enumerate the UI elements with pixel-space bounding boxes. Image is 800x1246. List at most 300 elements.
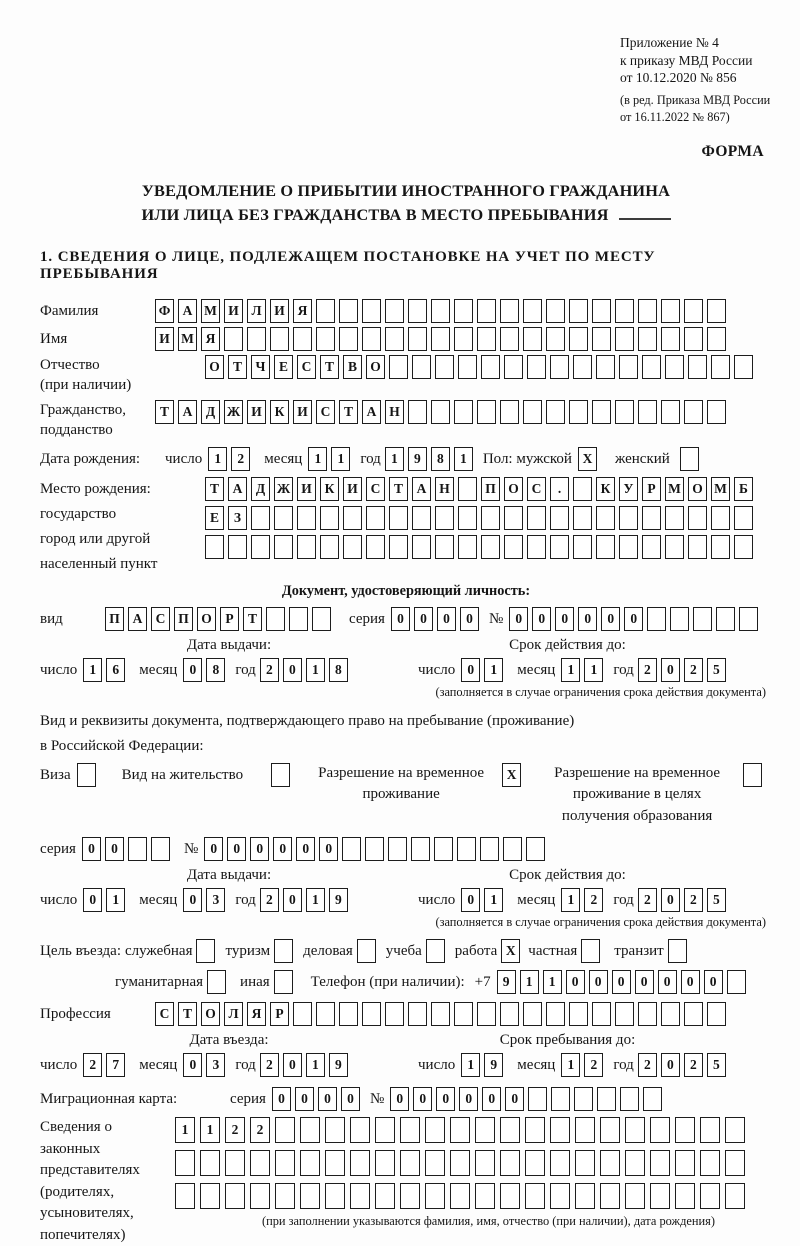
char-box[interactable]: Р	[220, 607, 239, 631]
char-box[interactable]	[343, 535, 362, 559]
char-box[interactable]	[527, 535, 546, 559]
char-box[interactable]	[569, 327, 588, 351]
char-box[interactable]: 1	[584, 658, 603, 682]
char-box[interactable]: 0	[318, 1087, 337, 1111]
char-box[interactable]	[454, 299, 473, 323]
char-box[interactable]	[573, 355, 592, 379]
char-box[interactable]	[297, 535, 316, 559]
char-box[interactable]	[569, 400, 588, 424]
char-box[interactable]	[275, 1117, 295, 1143]
char-box[interactable]	[596, 355, 615, 379]
char-box[interactable]	[688, 506, 707, 530]
char-box[interactable]: 0	[635, 970, 654, 994]
char-box[interactable]	[700, 1150, 720, 1176]
char-box[interactable]	[400, 1150, 420, 1176]
char-box[interactable]	[270, 327, 289, 351]
char-box[interactable]: 0	[681, 970, 700, 994]
char-box[interactable]: М	[711, 477, 730, 501]
char-box[interactable]	[481, 506, 500, 530]
char-box[interactable]	[700, 1117, 720, 1143]
char-box[interactable]: 1	[306, 658, 325, 682]
char-box[interactable]	[546, 400, 565, 424]
char-box[interactable]: 0	[272, 1087, 291, 1111]
char-box[interactable]	[688, 355, 707, 379]
char-box[interactable]: 2	[83, 1053, 102, 1077]
char-box[interactable]: 2	[225, 1117, 245, 1143]
char-box[interactable]	[458, 535, 477, 559]
char-box[interactable]	[665, 355, 684, 379]
char-box[interactable]	[526, 837, 545, 861]
char-box[interactable]: Т	[205, 477, 224, 501]
char-box[interactable]	[320, 506, 339, 530]
char-box[interactable]	[615, 299, 634, 323]
char-box[interactable]	[581, 939, 600, 963]
char-box[interactable]	[647, 607, 666, 631]
char-box[interactable]	[271, 763, 290, 787]
char-box[interactable]: О	[197, 607, 216, 631]
char-box[interactable]	[665, 535, 684, 559]
char-box[interactable]	[480, 837, 499, 861]
char-box[interactable]	[642, 535, 661, 559]
char-box[interactable]: 2	[231, 447, 250, 471]
char-box[interactable]: 0	[661, 1053, 680, 1077]
char-box[interactable]: К	[596, 477, 615, 501]
char-box[interactable]	[481, 355, 500, 379]
char-box[interactable]: 1	[208, 447, 227, 471]
char-box[interactable]: 9	[497, 970, 516, 994]
char-box[interactable]	[693, 607, 712, 631]
char-box[interactable]: 1	[561, 658, 580, 682]
char-box[interactable]	[293, 327, 312, 351]
char-box[interactable]	[550, 535, 569, 559]
char-box[interactable]: П	[481, 477, 500, 501]
char-box[interactable]: 0	[390, 1087, 409, 1111]
char-box[interactable]	[500, 400, 519, 424]
char-box[interactable]	[300, 1150, 320, 1176]
char-box[interactable]	[475, 1117, 495, 1143]
char-box[interactable]	[600, 1150, 620, 1176]
char-box[interactable]	[500, 327, 519, 351]
char-box[interactable]: Н	[385, 400, 404, 424]
char-box[interactable]	[638, 327, 657, 351]
char-box[interactable]	[339, 327, 358, 351]
char-box[interactable]: 0	[273, 837, 292, 861]
char-box[interactable]	[357, 939, 376, 963]
char-box[interactable]: А	[362, 400, 381, 424]
char-box[interactable]: 9	[408, 447, 427, 471]
char-box[interactable]: З	[228, 506, 247, 530]
char-box[interactable]	[225, 1183, 245, 1209]
char-box[interactable]	[638, 299, 657, 323]
char-box[interactable]	[573, 477, 592, 501]
char-box[interactable]	[638, 400, 657, 424]
char-box[interactable]	[450, 1150, 470, 1176]
char-box[interactable]: Т	[389, 477, 408, 501]
char-box[interactable]	[431, 400, 450, 424]
char-box[interactable]	[225, 1150, 245, 1176]
char-box[interactable]: 1	[561, 888, 580, 912]
char-box[interactable]	[274, 939, 293, 963]
char-box[interactable]	[615, 327, 634, 351]
char-box[interactable]: Р	[642, 477, 661, 501]
char-box[interactable]	[500, 1150, 520, 1176]
char-box[interactable]	[200, 1183, 220, 1209]
char-box[interactable]: 0	[283, 658, 302, 682]
char-box[interactable]	[550, 1183, 570, 1209]
char-box[interactable]: 0	[105, 837, 124, 861]
char-box[interactable]	[458, 477, 477, 501]
char-box[interactable]	[316, 327, 335, 351]
char-box[interactable]	[523, 299, 542, 323]
char-box[interactable]: Т	[155, 400, 174, 424]
char-box[interactable]	[339, 299, 358, 323]
char-box[interactable]	[661, 1002, 680, 1026]
char-box[interactable]: И	[224, 299, 243, 323]
char-box[interactable]	[700, 1183, 720, 1209]
char-box[interactable]	[527, 506, 546, 530]
char-box[interactable]	[675, 1117, 695, 1143]
char-box[interactable]: Ф	[155, 299, 174, 323]
char-box[interactable]: 1	[306, 1053, 325, 1077]
char-box[interactable]	[481, 535, 500, 559]
char-box[interactable]	[619, 506, 638, 530]
char-box[interactable]	[289, 607, 308, 631]
char-box[interactable]: 8	[431, 447, 450, 471]
char-box[interactable]	[569, 1002, 588, 1026]
char-box[interactable]	[251, 506, 270, 530]
char-box[interactable]	[670, 607, 689, 631]
char-box[interactable]: 1	[306, 888, 325, 912]
char-box[interactable]	[77, 763, 96, 787]
char-box[interactable]: 9	[329, 1053, 348, 1077]
char-box[interactable]: 0	[612, 970, 631, 994]
char-box[interactable]	[527, 355, 546, 379]
char-box[interactable]	[293, 1002, 312, 1026]
char-box[interactable]	[275, 1183, 295, 1209]
char-box[interactable]	[412, 535, 431, 559]
char-box[interactable]: 0	[509, 607, 528, 631]
char-box[interactable]: 0	[183, 888, 202, 912]
char-box[interactable]	[716, 607, 735, 631]
char-box[interactable]: 0	[183, 1053, 202, 1077]
char-box[interactable]	[688, 535, 707, 559]
char-box[interactable]: 0	[661, 658, 680, 682]
char-box[interactable]	[228, 535, 247, 559]
char-box[interactable]	[350, 1183, 370, 1209]
char-box[interactable]	[475, 1150, 495, 1176]
char-box[interactable]: Т	[339, 400, 358, 424]
char-box[interactable]	[411, 837, 430, 861]
char-box[interactable]	[475, 1183, 495, 1209]
char-box[interactable]	[523, 1002, 542, 1026]
char-box[interactable]: 0	[283, 1053, 302, 1077]
char-box[interactable]	[504, 355, 523, 379]
char-box[interactable]	[477, 327, 496, 351]
char-box[interactable]	[680, 447, 699, 471]
char-box[interactable]	[247, 327, 266, 351]
char-box[interactable]: О	[205, 355, 224, 379]
char-box[interactable]	[477, 1002, 496, 1026]
char-box[interactable]	[250, 1183, 270, 1209]
char-box[interactable]	[550, 1117, 570, 1143]
char-box[interactable]	[200, 1150, 220, 1176]
char-box[interactable]	[388, 837, 407, 861]
char-box[interactable]: 0	[661, 888, 680, 912]
char-box[interactable]	[573, 506, 592, 530]
char-box[interactable]	[684, 400, 703, 424]
char-box[interactable]: 2	[638, 658, 657, 682]
char-box[interactable]: 0	[601, 607, 620, 631]
char-box[interactable]: Ж	[224, 400, 243, 424]
char-box[interactable]: 0	[704, 970, 723, 994]
char-box[interactable]: 7	[106, 1053, 125, 1077]
char-box[interactable]	[365, 837, 384, 861]
char-box[interactable]	[734, 355, 753, 379]
char-box[interactable]: 1	[106, 888, 125, 912]
char-box[interactable]	[592, 400, 611, 424]
char-box[interactable]	[320, 535, 339, 559]
char-box[interactable]: 1	[308, 447, 327, 471]
char-box[interactable]	[300, 1117, 320, 1143]
char-box[interactable]	[412, 355, 431, 379]
char-box[interactable]: М	[178, 327, 197, 351]
char-box[interactable]	[366, 535, 385, 559]
char-box[interactable]: 1	[454, 447, 473, 471]
char-box[interactable]: В	[343, 355, 362, 379]
char-box[interactable]	[375, 1117, 395, 1143]
char-box[interactable]	[727, 970, 746, 994]
char-box[interactable]	[707, 327, 726, 351]
char-box[interactable]: 2	[584, 888, 603, 912]
char-box[interactable]: 0	[295, 1087, 314, 1111]
char-box[interactable]: 1	[520, 970, 539, 994]
char-box[interactable]	[739, 607, 758, 631]
char-box[interactable]	[575, 1150, 595, 1176]
char-box[interactable]	[325, 1150, 345, 1176]
char-box[interactable]: Д	[201, 400, 220, 424]
char-box[interactable]	[362, 299, 381, 323]
char-box[interactable]: 0	[82, 837, 101, 861]
char-box[interactable]	[454, 327, 473, 351]
char-box[interactable]	[528, 1087, 547, 1111]
char-box[interactable]	[643, 1087, 662, 1111]
char-box[interactable]	[366, 506, 385, 530]
char-box[interactable]	[389, 535, 408, 559]
char-box[interactable]: 9	[484, 1053, 503, 1077]
char-box[interactable]	[316, 1002, 335, 1026]
char-box[interactable]: 0	[460, 607, 479, 631]
char-box[interactable]: 0	[566, 970, 585, 994]
char-box[interactable]	[425, 1183, 445, 1209]
char-box[interactable]	[408, 400, 427, 424]
char-box[interactable]: Д	[251, 477, 270, 501]
char-box[interactable]: 0	[532, 607, 551, 631]
char-box[interactable]: Ж	[274, 477, 293, 501]
char-box[interactable]	[325, 1183, 345, 1209]
char-box[interactable]	[274, 970, 293, 994]
char-box[interactable]: 5	[707, 658, 726, 682]
char-box[interactable]: 0	[204, 837, 223, 861]
char-box[interactable]: О	[688, 477, 707, 501]
char-box[interactable]	[592, 299, 611, 323]
char-box[interactable]: Т	[320, 355, 339, 379]
char-box[interactable]	[574, 1087, 593, 1111]
char-box[interactable]	[661, 299, 680, 323]
char-box[interactable]: 0	[578, 607, 597, 631]
char-box[interactable]: Р	[270, 1002, 289, 1026]
char-box[interactable]: 1	[484, 658, 503, 682]
char-box[interactable]	[389, 506, 408, 530]
char-box[interactable]: Я	[247, 1002, 266, 1026]
char-box[interactable]	[675, 1183, 695, 1209]
char-box[interactable]	[266, 607, 285, 631]
char-box[interactable]: Т	[228, 355, 247, 379]
char-box[interactable]	[375, 1183, 395, 1209]
char-box[interactable]: 1	[175, 1117, 195, 1143]
char-box[interactable]: К	[320, 477, 339, 501]
char-box[interactable]: 2	[684, 658, 703, 682]
char-box[interactable]	[504, 506, 523, 530]
char-box[interactable]	[650, 1183, 670, 1209]
char-box[interactable]	[661, 327, 680, 351]
char-box[interactable]	[408, 327, 427, 351]
char-box[interactable]	[412, 506, 431, 530]
char-box[interactable]: 0	[461, 658, 480, 682]
char-box[interactable]	[575, 1183, 595, 1209]
char-box[interactable]: Я	[201, 327, 220, 351]
char-box[interactable]	[523, 327, 542, 351]
char-box[interactable]: 6	[106, 658, 125, 682]
char-box[interactable]	[707, 299, 726, 323]
char-box[interactable]	[546, 327, 565, 351]
char-box[interactable]	[339, 1002, 358, 1026]
char-box[interactable]	[205, 535, 224, 559]
char-box[interactable]	[434, 837, 453, 861]
char-box[interactable]: 2	[684, 1053, 703, 1077]
char-box[interactable]: И	[297, 477, 316, 501]
char-box[interactable]: Я	[293, 299, 312, 323]
char-box[interactable]	[684, 299, 703, 323]
char-box[interactable]: П	[174, 607, 193, 631]
char-box[interactable]	[625, 1183, 645, 1209]
char-box[interactable]: Л	[247, 299, 266, 323]
char-box[interactable]: Е	[205, 506, 224, 530]
char-box[interactable]	[362, 1002, 381, 1026]
char-box[interactable]	[431, 299, 450, 323]
char-box[interactable]	[196, 939, 215, 963]
char-box[interactable]	[274, 535, 293, 559]
char-box[interactable]	[550, 1150, 570, 1176]
char-box[interactable]: 0	[505, 1087, 524, 1111]
char-box[interactable]: 1	[461, 1053, 480, 1077]
char-box[interactable]	[500, 1183, 520, 1209]
char-box[interactable]: 1	[200, 1117, 220, 1143]
char-box[interactable]: 8	[329, 658, 348, 682]
char-box[interactable]	[620, 1087, 639, 1111]
char-box[interactable]	[525, 1117, 545, 1143]
char-box[interactable]: X	[502, 763, 521, 787]
char-box[interactable]: С	[297, 355, 316, 379]
char-box[interactable]	[711, 535, 730, 559]
char-box[interactable]	[362, 327, 381, 351]
char-box[interactable]	[734, 535, 753, 559]
char-box[interactable]	[596, 506, 615, 530]
char-box[interactable]	[350, 1150, 370, 1176]
char-box[interactable]	[431, 1002, 450, 1026]
char-box[interactable]	[684, 1002, 703, 1026]
char-box[interactable]	[650, 1117, 670, 1143]
char-box[interactable]: 0	[283, 888, 302, 912]
char-box[interactable]: 5	[707, 1053, 726, 1077]
char-box[interactable]: А	[178, 400, 197, 424]
char-box[interactable]: 1	[331, 447, 350, 471]
char-box[interactable]	[454, 400, 473, 424]
char-box[interactable]	[385, 299, 404, 323]
char-box[interactable]	[450, 1117, 470, 1143]
char-box[interactable]: X	[501, 939, 520, 963]
char-box[interactable]: .	[550, 477, 569, 501]
char-box[interactable]	[575, 1117, 595, 1143]
char-box[interactable]: Т	[243, 607, 262, 631]
char-box[interactable]	[503, 837, 522, 861]
char-box[interactable]	[250, 1150, 270, 1176]
char-box[interactable]: Н	[435, 477, 454, 501]
char-box[interactable]	[375, 1150, 395, 1176]
char-box[interactable]	[389, 355, 408, 379]
char-box[interactable]: 0	[341, 1087, 360, 1111]
char-box[interactable]	[458, 506, 477, 530]
char-box[interactable]	[385, 327, 404, 351]
char-box[interactable]: 0	[436, 1087, 455, 1111]
char-box[interactable]: С	[316, 400, 335, 424]
char-box[interactable]	[592, 1002, 611, 1026]
char-box[interactable]: И	[155, 327, 174, 351]
char-box[interactable]: Ч	[251, 355, 270, 379]
char-box[interactable]: 2	[260, 1053, 279, 1077]
char-box[interactable]: И	[343, 477, 362, 501]
char-box[interactable]: 2	[638, 888, 657, 912]
char-box[interactable]	[151, 837, 170, 861]
char-box[interactable]	[546, 299, 565, 323]
char-box[interactable]: 2	[260, 888, 279, 912]
char-box[interactable]: 0	[296, 837, 315, 861]
char-box[interactable]	[551, 1087, 570, 1111]
char-box[interactable]	[615, 1002, 634, 1026]
char-box[interactable]: А	[128, 607, 147, 631]
char-box[interactable]: С	[527, 477, 546, 501]
char-box[interactable]: 0	[437, 607, 456, 631]
char-box[interactable]	[743, 763, 762, 787]
char-box[interactable]	[500, 1117, 520, 1143]
char-box[interactable]	[592, 327, 611, 351]
char-box[interactable]	[707, 400, 726, 424]
char-box[interactable]: X	[578, 447, 597, 471]
char-box[interactable]: И	[293, 400, 312, 424]
char-box[interactable]	[638, 1002, 657, 1026]
char-box[interactable]: 1	[83, 658, 102, 682]
char-box[interactable]: 0	[589, 970, 608, 994]
char-box[interactable]	[596, 535, 615, 559]
char-box[interactable]	[500, 299, 519, 323]
char-box[interactable]: 0	[459, 1087, 478, 1111]
char-box[interactable]: О	[366, 355, 385, 379]
char-box[interactable]	[600, 1183, 620, 1209]
char-box[interactable]: О	[504, 477, 523, 501]
char-box[interactable]	[350, 1117, 370, 1143]
char-box[interactable]: 2	[260, 658, 279, 682]
char-box[interactable]	[458, 355, 477, 379]
char-box[interactable]	[297, 506, 316, 530]
